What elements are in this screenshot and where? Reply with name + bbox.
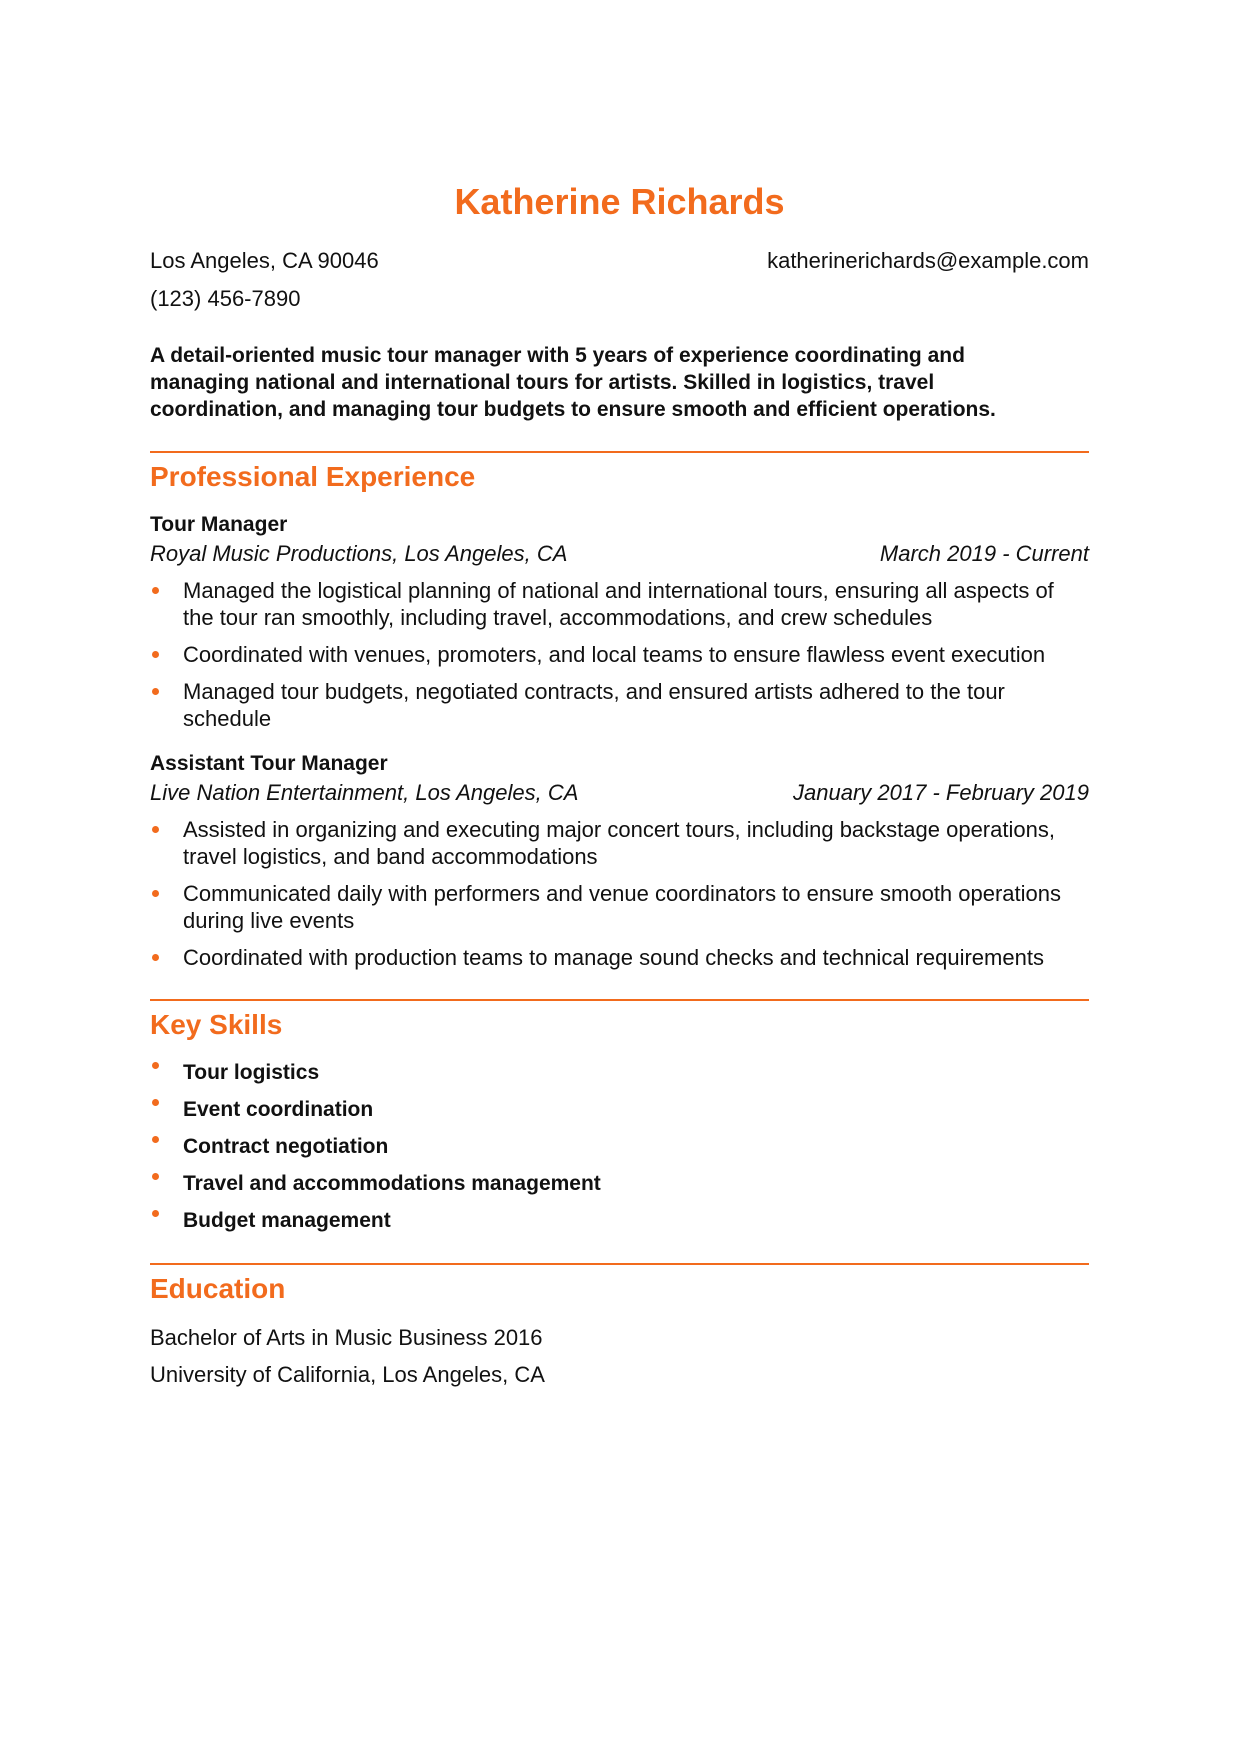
job-bullet [150,880,1089,934]
skill-text: Event coordination [183,1098,374,1121]
job-bullet [150,641,1089,668]
bullet-icon [152,1062,159,1069]
summary: A detail-oriented music tour manager with 5 years of experience coordinating and managing national and international tours for artists. Skilled in logistics, travel coordination, and managing tour budgets to ensure smooth and efficient operations. [150,344,996,421]
education-school: University of California, Los Angeles, CA [150,1362,545,1387]
bullet-text: Coordinated with venues, promoters, and local teams to ensure flawless event execution [183,642,1046,667]
skill-text: Tour logistics [183,1061,320,1084]
bullet-icon [152,890,159,897]
bullet-icon [152,688,159,695]
bullet-text: Assisted in organizing and executing major concert tours, including backstage operations, travel logistics, and band accommodations [183,817,1055,869]
job-bullet [150,944,1089,971]
experience-section [150,451,1089,971]
skill-item [150,1207,1089,1235]
skill-item [150,1096,1089,1124]
bullet-icon [152,1210,159,1217]
phone: (123) 456-7890 [150,286,301,311]
job-title: Tour Manager [150,513,288,536]
job-company: Royal Music Productions, Los Angeles, CA [150,541,568,566]
bullet-text: Managed tour budgets, negotiated contracts, and ensured artists adhered to the tour schedule [183,679,1005,731]
skill-item [150,1059,1089,1087]
location: Los Angeles, CA 90046 [150,248,379,273]
bullet-icon [152,1173,159,1180]
contact-row-2 [150,284,1089,314]
job-bullets [150,816,1089,971]
bullet-text: Communicated daily with performers and venue coordinators to ensure smooth operations during live events [183,881,1062,933]
job-dates: March 2019 - Current [879,541,1089,566]
education-degree: Bachelor of Arts in Music Business 2016 [150,1325,543,1350]
bullet-text: Coordinated with production teams to manage sound checks and technical requirements [183,945,1044,970]
job-dates: January 2017 - February 2019 [793,780,1089,805]
skill-item [150,1170,1089,1198]
skills-list [150,1059,1089,1235]
section-title-education: Education [150,1273,286,1304]
job-entry [150,750,1089,971]
bullet-icon [152,826,159,833]
job-bullet [150,678,1089,732]
bullet-icon [152,1136,159,1143]
bullet-icon [152,1099,159,1106]
job-company: Live Nation Entertainment, Los Angeles, CA [150,780,579,805]
bullet-icon [152,651,159,658]
skills-section [150,999,1089,1235]
job-meta [150,778,1089,808]
contact-row-1 [150,246,1089,276]
candidate-name: Katherine Richards [454,181,785,222]
bullet-text: Managed the logistical planning of national and international tours, ensuring all aspects of the tour ran smoothly, including travel, accommodations, and crew schedules [183,578,1054,630]
skill-item [150,1133,1089,1161]
bullet-icon [152,587,159,594]
job-bullet [150,577,1089,631]
job-meta [150,539,1089,569]
job-title: Assistant Tour Manager [150,752,388,775]
education-section [150,1263,1089,1390]
section-title-skills: Key Skills [150,1009,283,1040]
section-title-experience: Professional Experience [150,461,476,492]
skill-text: Budget management [183,1209,391,1232]
skill-text: Travel and accommodations management [183,1172,601,1195]
bullet-icon [152,954,159,961]
job-bullet [150,816,1089,870]
email: katherinerichards@example.com [767,248,1089,273]
job-bullets [150,577,1089,732]
skill-text: Contract negotiation [183,1135,389,1158]
job-entry [150,511,1089,732]
